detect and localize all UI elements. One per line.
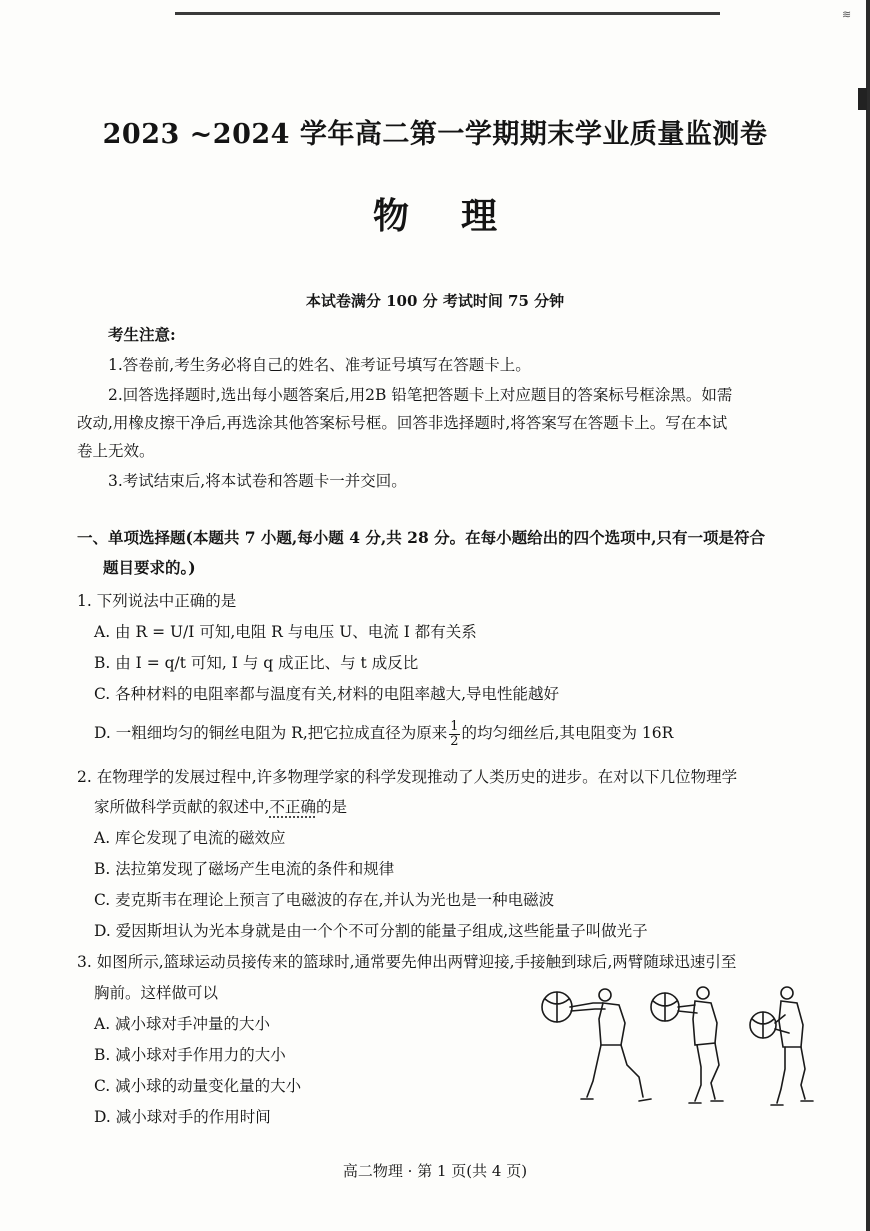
stem-text: 家所做科学贡献的叙述中, bbox=[94, 798, 270, 816]
exam-meta: 本试卷满分 100 分 考试时间 75 分钟 bbox=[305, 292, 565, 310]
exam-title: 2023 ~2024 学年高二第一学期期末学业质量监测卷 bbox=[102, 119, 768, 150]
question-3-stem-cont: 胸前。这样做可以 bbox=[94, 984, 219, 1002]
question-1-stem: 1. 下列说法中正确的是 bbox=[77, 592, 237, 610]
question-2-stem-cont bbox=[94, 792, 347, 822]
question-1-option-b: B. 由 I = q/t 可知, I 与 q 成正比、与 t 成反比 bbox=[94, 654, 419, 672]
option-d-text: 的均匀细丝后,其电阻变为 16R bbox=[461, 724, 674, 742]
question-1-option-c: C. 各种材料的电阻率都与温度有关,材料的电阻率越大,导电性能越好 bbox=[94, 685, 560, 703]
player-1 bbox=[542, 989, 651, 1101]
section-heading-cont: 题目要求的。) bbox=[103, 558, 196, 577]
question-3-option-a: A. 减小球对手冲量的大小 bbox=[94, 1015, 271, 1033]
fraction-denominator: 2 bbox=[450, 733, 459, 749]
emphasis-text: 不正确 bbox=[269, 798, 316, 816]
question-2-option-a: A. 库仑发现了电流的磁效应 bbox=[94, 829, 286, 847]
fraction-numerator: 1 bbox=[450, 718, 459, 734]
question-3-option-c: C. 减小球的动量变化量的大小 bbox=[94, 1077, 302, 1095]
stem-text: 的是 bbox=[315, 798, 347, 816]
notice-item: 3.考试结束后,将本试卷和答题卡一并交回。 bbox=[108, 472, 407, 490]
question-2-option-c: C. 麦克斯韦在理论上预言了电磁波的存在,并认为光也是一种电磁波 bbox=[94, 891, 555, 909]
player-2 bbox=[651, 987, 723, 1103]
question-2-option-b: B. 法拉第发现了磁场产生电流的条件和规律 bbox=[94, 860, 395, 878]
question-3-option-d: D. 减小球对手的作用时间 bbox=[94, 1108, 271, 1126]
notice-item: 卷上无效。 bbox=[77, 442, 155, 460]
scan-artifact-top bbox=[175, 12, 720, 15]
question-2-stem: 2. 在物理学的发展过程中,许多物理学家的科学发现推动了人类历史的进步。在对以下几位物理学 bbox=[77, 768, 738, 786]
question-1-option-a: A. 由 R = U/I 可知,电阻 R 与电压 U、电流 I 都有关系 bbox=[94, 623, 477, 641]
notice-item: 改动,用橡皮擦干净后,再选涂其他答案标号框。回答非选择题时,将答案写在答题卡上。写在本试 bbox=[77, 414, 728, 432]
notice-item: 2.回答选择题时,选出每小题答案后,用2B 铅笔把答题卡上对应题目的答案标号框涂黑。如需 bbox=[108, 386, 733, 404]
section-heading: 一、单项选择题(本题共 7 小题,每小题 4 分,共 28 分。在每小题给出的四个选项中,只有一项是符合 bbox=[77, 528, 766, 547]
question-3-stem: 3. 如图所示,篮球运动员接传来的篮球时,通常要先伸出两臂迎接,手接触到球后,两臂随球迅速引至 bbox=[77, 953, 737, 971]
notice-item: 1.答卷前,考生务必将自己的姓名、准考证号填写在答题卡上。 bbox=[108, 356, 531, 374]
question-2-option-d: D. 爱因斯坦认为光本身就是由一个个不可分割的能量子组成,这些能量子叫做光子 bbox=[94, 922, 648, 940]
question-3-option-b: B. 减小球对手作用力的大小 bbox=[94, 1046, 286, 1064]
page-edge bbox=[866, 0, 870, 1231]
page-footer: 高二物理 · 第 1 页(共 4 页) bbox=[342, 1162, 528, 1180]
player-3 bbox=[750, 987, 813, 1105]
option-d-text: D. 一粗细均匀的铜丝电阻为 R,把它拉成直径为原来 bbox=[94, 724, 448, 742]
basketball-player-figure bbox=[535, 985, 825, 1115]
question-1-option-d bbox=[94, 718, 673, 749]
scan-edge-mark bbox=[858, 88, 867, 110]
fraction bbox=[449, 720, 459, 749]
scan-artifact-corner: ≋ bbox=[842, 8, 850, 21]
notice-heading: 考生注意: bbox=[108, 325, 176, 344]
subject-title: 物理 bbox=[372, 195, 549, 237]
